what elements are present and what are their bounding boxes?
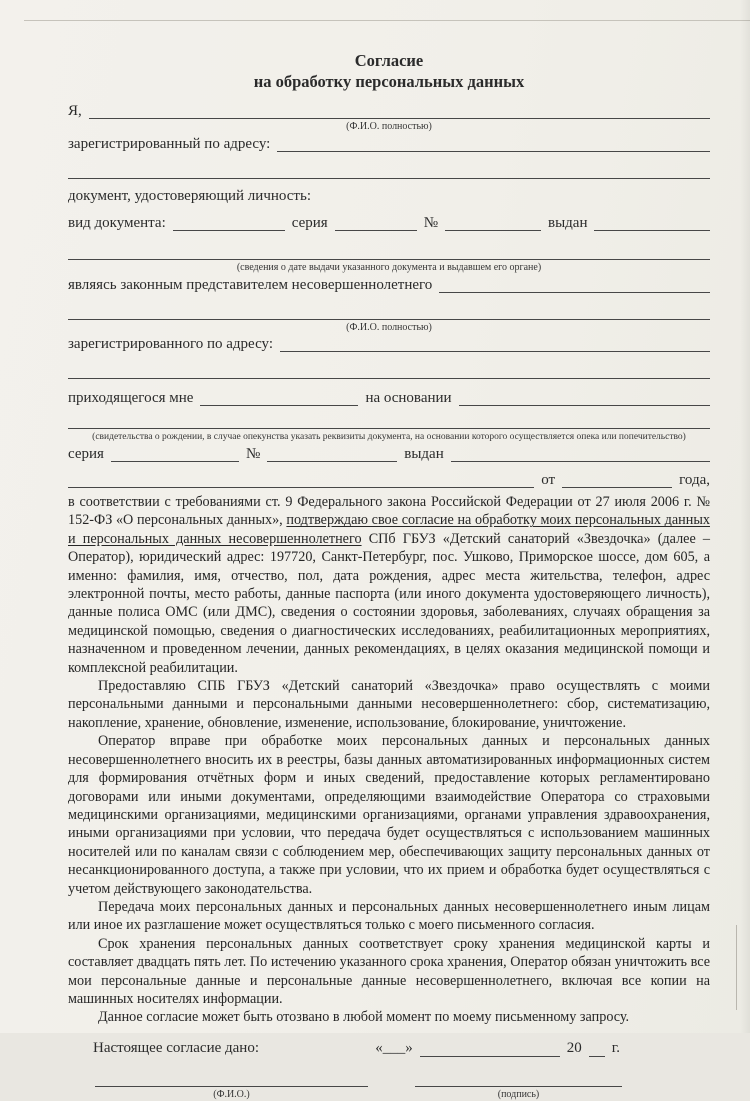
row-minor-address <box>68 335 710 352</box>
fio-caption: (Ф.И.О. полностью) <box>346 121 432 132</box>
issue-info-caption: (сведения о дате выдачи указанного документа и выдавшем его органе) <box>236 262 542 273</box>
paragraph-transfer-consent: Передача моих персональных данных и персональных данных несовершеннолетнего иным лицам или иное их разглашение может осуществляться только с моего письменного согласия. <box>68 898 710 934</box>
year-prefix-label: 20 <box>566 1039 582 1056</box>
address-input-line-2[interactable] <box>68 163 710 179</box>
basis-series-label: серия <box>68 446 104 462</box>
minor-fio-input-line[interactable] <box>439 278 710 293</box>
doc-series-input-line[interactable] <box>335 216 417 231</box>
consent-given-label: Настоящее согласие дано: <box>93 1039 260 1056</box>
minor-fio-input-line-2[interactable] <box>68 304 710 320</box>
fio-input-line[interactable] <box>89 104 710 119</box>
row-fio <box>68 102 710 119</box>
relation-label: приходящегося мне <box>68 390 194 406</box>
legal-basis-text: в соответствии с требованиями ст. 9 Федерального закона Российской Федерации от 27 июля 2006 г. № 152-ФЗ «О персональных данных», <box>68 494 710 529</box>
scan-artifact-right-line <box>736 925 737 1010</box>
basis-input-line[interactable] <box>459 391 710 406</box>
fio-signature-line[interactable] <box>95 1073 368 1087</box>
representative-label: являясь законным представителем несовершеннолетнего <box>68 277 433 293</box>
paragraph-legal-basis <box>68 493 710 677</box>
basis-input-line-2[interactable] <box>68 415 710 429</box>
basis-number-label: № <box>245 446 261 462</box>
basis-issued-input-line-2[interactable] <box>68 473 534 488</box>
row-basis-doc <box>68 445 710 462</box>
date-group <box>375 1040 620 1057</box>
row-issue-date <box>68 471 710 488</box>
date-year-input-line[interactable] <box>589 1042 605 1057</box>
relation-input-line[interactable] <box>200 391 358 406</box>
document-title <box>68 50 710 92</box>
minor-address-label: зарегистрированного по адресу: <box>68 336 273 352</box>
doc-type-label: вид документа: <box>68 215 166 231</box>
date-day-quote-label: «___» <box>375 1039 413 1056</box>
consent-underlined-text: подтверждаю свое согласие на обработку моих персональных данных и персональных данных несовершеннолетнего <box>68 512 710 547</box>
doc-type-input-line[interactable] <box>173 216 285 231</box>
address-input-line[interactable] <box>277 137 710 152</box>
year-suffix-label: г. <box>611 1039 620 1056</box>
minor-fio-caption: (Ф.И.О. полностью) <box>346 322 432 333</box>
row-consent-given <box>68 1039 710 1057</box>
basis-number-input-line[interactable] <box>267 447 397 462</box>
row-identity-doc <box>68 187 710 204</box>
year-label: года, <box>679 472 710 488</box>
scan-edge-shadow <box>740 0 750 1033</box>
row-representative <box>68 276 710 293</box>
basis-issued-label: выдан <box>404 446 444 462</box>
doc-number-input-line[interactable] <box>445 216 541 231</box>
paragraph-operator-rights: Оператор вправе при обработке моих персональных данных и персональных данных несовершеннолетнего вносить их в реестры, базы данных автоматизированных информационных систем для формирования отчётных форм и иных сведений, предоставление которых регламентировано договорами или иными документами, определяющими взаимодействие Оператора со страховыми медицинскими организациями, медицинскими организациями, органами управления здравоохранения, иными организациями при условии, что передача будет осуществляться с использованием машинных носителей или по каналам связи с соблюдением мер, обеспечивающих защиту персональных данных от несанкционированного доступа, а также при условии, что их прием и обработка будет осуществляться с учетом действующего законодательства. <box>68 733 710 897</box>
minor-address-input-line[interactable] <box>280 337 710 352</box>
row-relation <box>68 389 710 406</box>
basis-label: на основании <box>365 390 452 406</box>
doc-number-label: № <box>423 215 438 231</box>
basis-series-input-line[interactable] <box>111 447 239 462</box>
signature-line[interactable] <box>415 1073 622 1087</box>
date-month-input-line[interactable] <box>420 1042 560 1057</box>
paragraph-withdrawal: Данное согласие может быть отозвано в любой момент по моему письменному запросу. <box>98 1009 630 1026</box>
doc-issued-input-line[interactable] <box>594 216 710 231</box>
row-registered-address <box>68 135 710 152</box>
fio-signature-column <box>95 1073 368 1101</box>
doc-series-label: серия <box>291 215 328 231</box>
doc-issued-label: выдан <box>548 215 588 231</box>
signature-column <box>415 1073 622 1101</box>
title-line-2: на обработку персональных данных <box>253 72 525 91</box>
basis-caption: (свидетельства о рождении, в случае опекунства указать реквизиты документа, на основании которого осуществляется опека или попечительство) <box>92 432 686 442</box>
operator-details-text: СПб ГБУЗ «Детский санаторий «Звездочка» (далее – Оператор), юридический адрес: 197720, Санкт-Петербург, пос. Ушково, Приморское шоссе, дом 605, а именно: фамилия, имя, отчество, пол, дата рождения, адрес места жительства, телефон, адрес электронной почты, место работы, данные паспорта (или иного документа удостоверяющего личность), данные полиса ОМС (или ДМС), сведения о состоянии здоровья, заболеваниях, случаях обращения за медицинской помощью, сведения о диагностических исследованиях, реабилитационных мероприятиях, назначенном и проведенном лечении, данных рекомендациях, в целях оказания медицинской помощи и комплексной реабилитации. <box>68 530 710 676</box>
paragraph-processing-rights: Предоставляю СПБ ГБУЗ «Детский санаторий «Звездочка» право осуществлять с моими персональными данными и персональными данными несовершеннолетнего: сбор, систематизацию, накопление, хранение, обновление, изменение, использование, блокирование, уничтожение. <box>68 678 710 731</box>
registered-address-label: зарегистрированный по адресу: <box>68 136 271 152</box>
identity-doc-label: документ, удостоверяющий личность: <box>68 188 311 204</box>
paragraph-storage-term: Срок хранения персональных данных соответствует сроку хранения медицинской карты и составляет двадцать пять лет. По истечению указанного срока хранения, Оператор обязан уничтожить все мои персональные данные и персональные данные несовершеннолетнего, включая все копии на машинных носителях информации. <box>68 935 710 1007</box>
minor-address-input-line-2[interactable] <box>68 363 710 379</box>
scan-artifact-top-line <box>24 20 750 21</box>
doc-issued-input-line-2[interactable] <box>68 244 710 260</box>
fio-signature-caption: (Ф.И.О.) <box>213 1088 250 1100</box>
i-label: Я, <box>68 103 82 119</box>
signature-caption: (подпись) <box>497 1088 540 1100</box>
row-doc-type <box>68 214 710 231</box>
basis-issued-input-line[interactable] <box>451 447 710 462</box>
issue-year-input-line[interactable] <box>562 473 672 488</box>
title-line-1: Согласие <box>354 51 424 70</box>
from-label: от <box>541 472 556 488</box>
signature-block <box>68 1073 710 1101</box>
